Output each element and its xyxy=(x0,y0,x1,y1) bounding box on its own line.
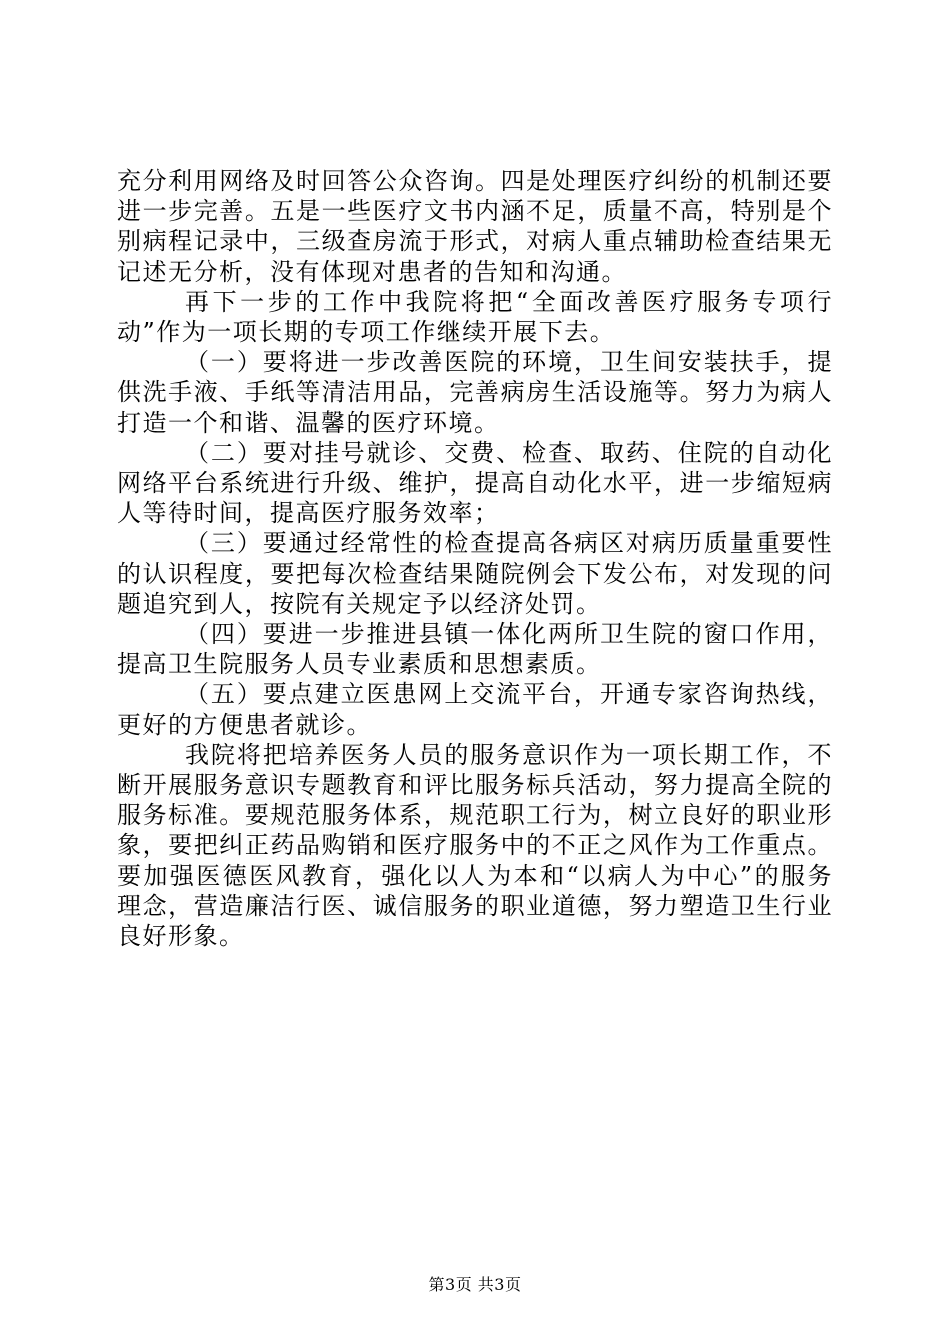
document-body xyxy=(117,166,833,951)
page-footer: 第3页 共3页 xyxy=(428,1275,522,1294)
paragraph-item-2: （二）要对挂号就诊、交费、检查、取药、住院的自动化网络平台系统进行升级、维护，提高自动化水平，进一步缩短病人等待时间，提高医疗服务效率； xyxy=(117,438,833,528)
paragraph-item-1: （一）要将进一步改善医院的环境，卫生间安装扶手，提供洗手液、手纸等清洁用品，完善病房生活设施等。努力为病人打造一个和谐、温馨的医疗环境。 xyxy=(117,348,833,437)
paragraph-item-5: （五）要点建立医患网上交流平台，开通专家咨询热线，更好的方便患者就诊。 xyxy=(117,680,833,739)
paragraph-item-3: （三）要通过经常性的检查提高各病区对病历质量重要性的认识程度，要把每次检查结果随院例会下发公布，对发现的问题追究到人，按院有关规定予以经济处罚。 xyxy=(117,529,833,618)
paragraph-continuation: 充分利用网络及时回答公众咨询。四是处理医疗纠纷的机制还要进一步完善。五是一些医疗文书内涵不足，质量不高，特别是个别病程记录中，三级查房流于形式，对病人重点辅助检查结果无记述无分析，没有体现对患者的告知和沟通。 xyxy=(117,167,833,286)
paragraph-item-4: （四）要进一步推进县镇一体化两所卫生院的窗口作用，提高卫生院服务人员专业素质和思想素质。 xyxy=(117,620,833,679)
paragraph-conclusion: 我院将把培养医务人员的服务意识作为一项长期工作，不断开展服务意识专题教育和评比服务标兵活动，努力提高全院的服务标准。要规范服务体系，规范职工行为，树立良好的职业形象，要把纠正药品购销和医疗服务中的不正之风作为工作重点。要加强医德医风教育，强化以人为本和“以病人为中心”的服务理念，营造廉洁行医、诚信服务的职业道德，努力塑造卫生行业良好形象。 xyxy=(117,740,833,951)
paragraph-next-step: 再下一步的工作中我院将把“全面改善医疗服务专项行动”作为一项长期的专项工作继续开展下去。 xyxy=(117,287,833,347)
